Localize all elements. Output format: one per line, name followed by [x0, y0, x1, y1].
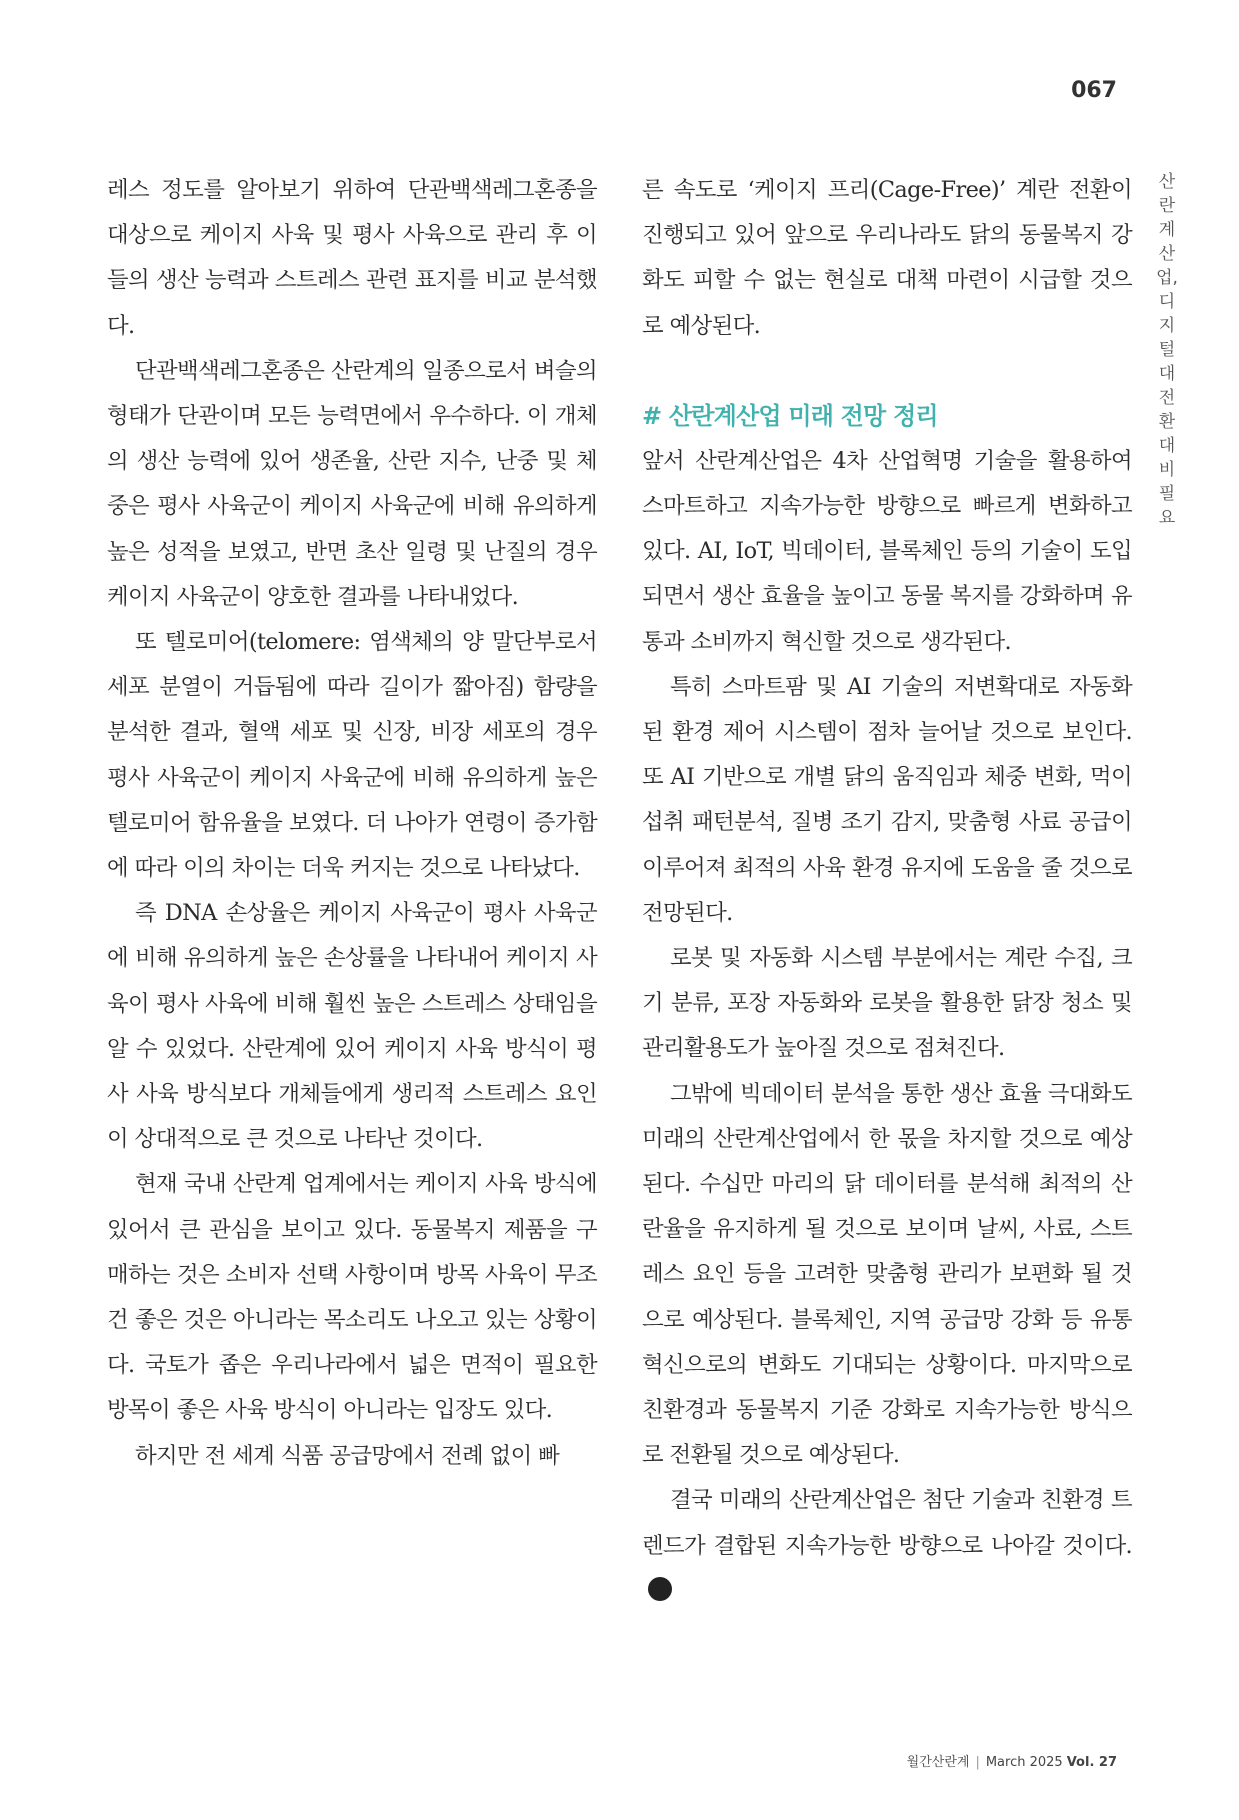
section-side-label: 산란계산업, 디지털 대전환 대비 필요 [1156, 172, 1178, 528]
paragraph: 앞서 산란계산업은 4차 산업혁명 기술을 활용하여 스마트하고 지속가능한 방향으로 빠르게 변화하고 있다. AI, IoT, 빅데이터, 블록체인 등의 기술이 도입되면서 생산 효율을 높이고 동물 복지를 강화하며 유통과 소비까지 혁신할 것으로 생각된다. [642, 447, 1132, 655]
paragraph: 특히 스마트팜 및 AI 기술의 저변확대로 자동화된 환경 제어 시스템이 점차 늘어날 것으로 보인다. 또 AI 기반으로 개별 닭의 움직임과 체중 변화, 먹이 섭취 패턴분석, 질병 조기 감지, 맞춤형 사료 공급이 이루어져 최적의 사육 환경 유지에 도움을 줄 것으로 전망된다. [642, 673, 1132, 926]
issue-date: March 2025 [985, 1755, 1063, 1770]
paragraph: 단관백색레그혼종은 산란계의 일종으로서 벼슬의 형태가 단관이며 모든 능력면에서 우수하다. 이 개체의 생산 능력에 있어 생존율, 산란 지수, 난중 및 체중은 평사 사육군이 케이지 사육군에 비해 유의하게 높은 성적을 보였고, 반면 초산 일령 및 난질의 경우 케이지 사육군이 양호한 결과를 나타내었다. [107, 357, 597, 610]
footer-separator: | [975, 1755, 980, 1770]
paragraph: 그밖에 빅데이터 분석을 통한 생산 효율 극대화도 미래의 산란계산업에서 한 몫을 차지할 것으로 예상된다. 수십만 마리의 닭 데이터를 분석해 최적의 산란율을 유지하게 될 것으로 보이며 날씨, 사료, 스트레스 요인 등을 고려한 맞춤형 관리가 보편화 될 것으로 예상된다. 블록체인, 지역 공급망 강화 등 유통 혁신으로의 변화도 기대되는 상황이다. 마지막으로 친환경과 동물복지 기준 강화로 지속가능한 방식으로 전환될 것으로 예상된다. [642, 1080, 1132, 1469]
section-heading: # 산란계산업 미래 전망 정리 [642, 401, 938, 430]
paragraph: 현재 국내 산란계 업계에서는 케이지 사육 방식에 있어서 큰 관심을 보이고 있다. 동물복지 제품을 구매하는 것은 소비자 선택 사항이며 방목 사육이 무조건 좋은 것은 아니라는 목소리도 나오고 있는 상황이다. 국토가 좁은 우리나라에서 넓은 면적이 필요한 방목이 좋은 사육 방식이 아니라는 입장도 있다. [107, 1171, 597, 1424]
paragraph: 른 속도로 ‘케이지 프리(Cage-Free)’ 계란 전환이 진행되고 있어 앞으로 우리나라도 닭의 동물복지 강화도 피할 수 없는 현실로 대책 마련이 시급할 것으로 예상된다. [642, 177, 1132, 339]
right-column [642, 168, 1132, 1614]
section-spacer [642, 349, 1132, 394]
paragraph: 또 텔로미어(telomere: 염색체의 양 말단부로서 세포 분열이 거듭됨에 따라 길이가 짧아짐) 함량을 분석한 결과, 혈액 세포 및 신장, 비장 세포의 경우 평사 사육군이 케이지 사육군에 비해 유의하게 높은 텔로미어 함유율을 보였다. 더 나아가 연령이 증가함에 따라 이의 차이는 더욱 커지는 것으로 나타났다. [107, 629, 597, 882]
paragraph: 로봇 및 자동화 시스템 부분에서는 계란 수집, 크기 분류, 포장 자동화와 로봇을 활용한 닭장 청소 및 관리활용도가 높아질 것으로 점쳐진다. [642, 945, 1132, 1062]
page-footer [907, 1751, 1117, 1770]
end-of-article-mark-icon [648, 1577, 672, 1601]
left-column [107, 168, 597, 1479]
paragraph: 레스 정도를 알아보기 위하여 단관백색레그혼종을 대상으로 케이지 사육 및 평사 사육으로 관리 후 이들의 생산 능력과 스트레스 관련 표지를 비교 분석했다. [107, 177, 597, 339]
volume-number: Vol. 27 [1066, 1755, 1117, 1770]
paragraph: 하지만 전 세계 식품 공급망에서 전례 없이 빠 [135, 1442, 560, 1469]
last-paragraph [642, 1478, 1132, 1614]
paragraph: 즉 DNA 손상율은 케이지 사육군이 평사 사육군에 비해 유의하게 높은 손상률을 나타내어 케이지 사육이 평사 사육에 비해 훨씬 높은 스트레스 상태임을 알 수 있었다. 산란계에 있어 케이지 사육 방식이 평사 사육 방식보다 개체들에게 생리적 스트레스 요인이 상대적으로 큰 것으로 나타난 것이다. [107, 900, 597, 1153]
paragraph-text: 결국 미래의 산란계산업은 첨단 기술과 친환경 트렌드가 결합된 지속가능한 방향으로 나아갈 것이다. [642, 1487, 1132, 1559]
magazine-name: 월간산란계 [906, 1755, 970, 1770]
page-number: 067 [1071, 78, 1117, 103]
